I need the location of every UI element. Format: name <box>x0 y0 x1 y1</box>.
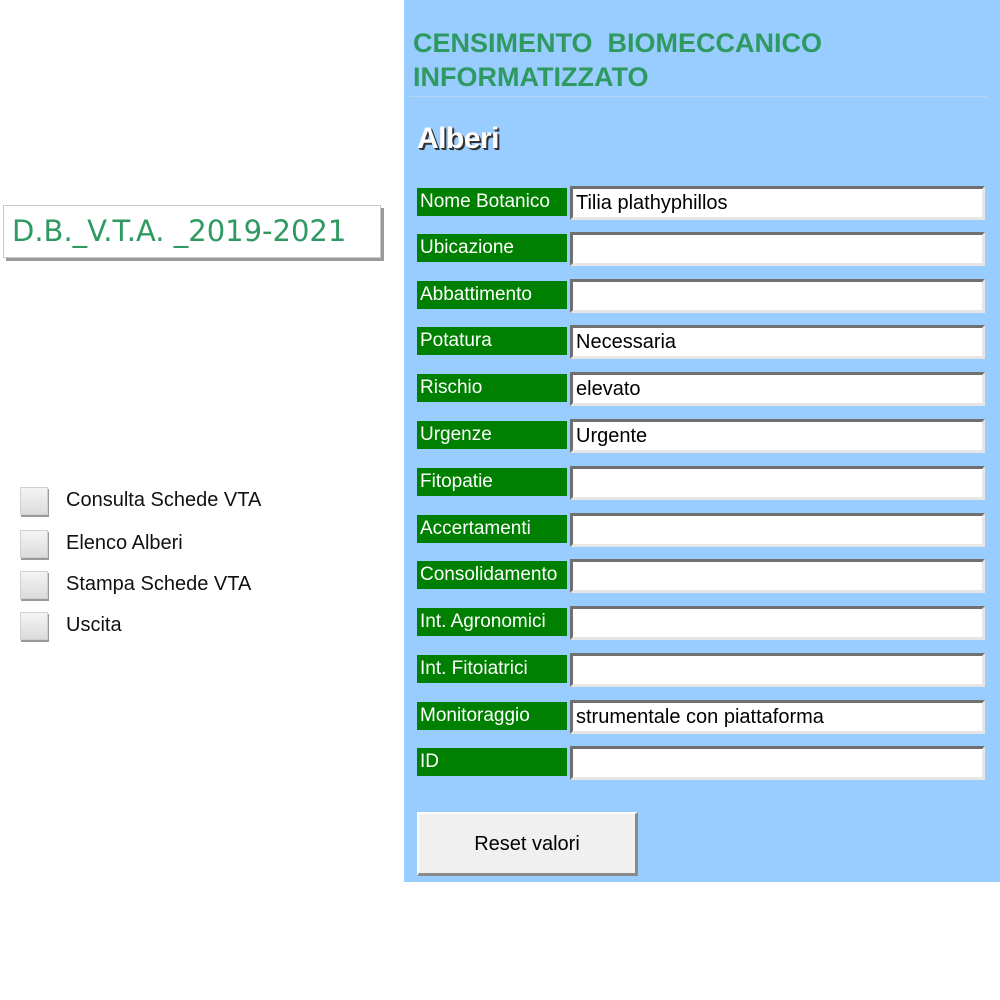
field-row-id <box>417 746 987 780</box>
menu-consulta-schede-vta[interactable] <box>20 487 320 515</box>
menu-elenco-alberi[interactable] <box>20 530 320 558</box>
field-row-rischio <box>417 372 987 406</box>
field-row-int-fitoiatrici <box>417 653 987 687</box>
alberi-form-panel <box>404 0 1000 882</box>
menu-button-square[interactable] <box>20 530 48 558</box>
field-label: Fitopatie <box>417 468 567 496</box>
rischio-field[interactable]: elevato <box>570 372 985 406</box>
field-label: Urgenze <box>417 421 567 449</box>
app-title-line-1: CENSIMENTO BIOMECCANICO <box>413 28 823 58</box>
ubicazione-field[interactable] <box>570 232 985 266</box>
field-row-consolidamento <box>417 559 987 593</box>
field-label: Ubicazione <box>417 234 567 262</box>
app-title <box>413 26 993 94</box>
fitopatie-field[interactable] <box>570 466 985 500</box>
field-label: Potatura <box>417 327 567 355</box>
int-agronomici-field[interactable] <box>570 606 985 640</box>
field-row-nome-botanico <box>417 186 987 220</box>
menu-item-label: Uscita <box>66 614 122 636</box>
accertamenti-field[interactable] <box>570 513 985 547</box>
field-label: Abbattimento <box>417 281 567 309</box>
reset-values-button[interactable]: Reset valori <box>417 812 638 876</box>
monitoraggio-field[interactable]: strumentale con piattaforma <box>570 700 985 734</box>
consolidamento-field[interactable] <box>570 559 985 593</box>
urgenze-field[interactable]: Urgente <box>570 419 985 453</box>
field-label: Monitoraggio <box>417 702 567 730</box>
menu-uscita[interactable] <box>20 612 320 640</box>
menu-item-label: Elenco Alberi <box>66 532 183 554</box>
field-row-monitoraggio <box>417 700 987 734</box>
field-label: Consolidamento <box>417 561 567 589</box>
menu-item-label: Consulta Schede VTA <box>66 489 262 511</box>
field-label: Int. Fitoiatrici <box>417 655 567 683</box>
database-title-box <box>3 205 381 258</box>
field-label: Accertamenti <box>417 515 567 543</box>
field-label: Rischio <box>417 374 567 402</box>
app-title-line-2: INFORMATIZZATO <box>413 62 649 92</box>
nome-botanico-field[interactable]: Tilia plathyphillos <box>570 186 985 220</box>
int-fitoiatrici-field[interactable] <box>570 653 985 687</box>
field-row-fitopatie <box>417 466 987 500</box>
menu-button-square[interactable] <box>20 571 48 599</box>
field-row-accertamenti <box>417 513 987 547</box>
menu-button-square[interactable] <box>20 612 48 640</box>
title-divider <box>409 96 987 97</box>
field-row-potatura <box>417 325 987 359</box>
field-row-urgenze <box>417 419 987 453</box>
field-label: Int. Agronomici <box>417 608 567 636</box>
menu-stampa-schede-vta[interactable] <box>20 571 320 599</box>
menu-button-square[interactable] <box>20 487 48 515</box>
menu-item-label: Stampa Schede VTA <box>66 573 252 595</box>
field-label: Nome Botanico <box>417 188 567 216</box>
database-title: D.B._V.T.A. _2019-2021 <box>12 214 347 248</box>
potatura-field[interactable]: Necessaria <box>570 325 985 359</box>
field-label: ID <box>417 748 567 776</box>
field-row-ubicazione <box>417 232 987 266</box>
field-row-abbattimento <box>417 279 987 313</box>
id-field[interactable] <box>570 746 985 780</box>
field-row-int-agronomici <box>417 606 987 640</box>
abbattimento-field[interactable] <box>570 279 985 313</box>
section-title: Alberi <box>417 122 500 155</box>
